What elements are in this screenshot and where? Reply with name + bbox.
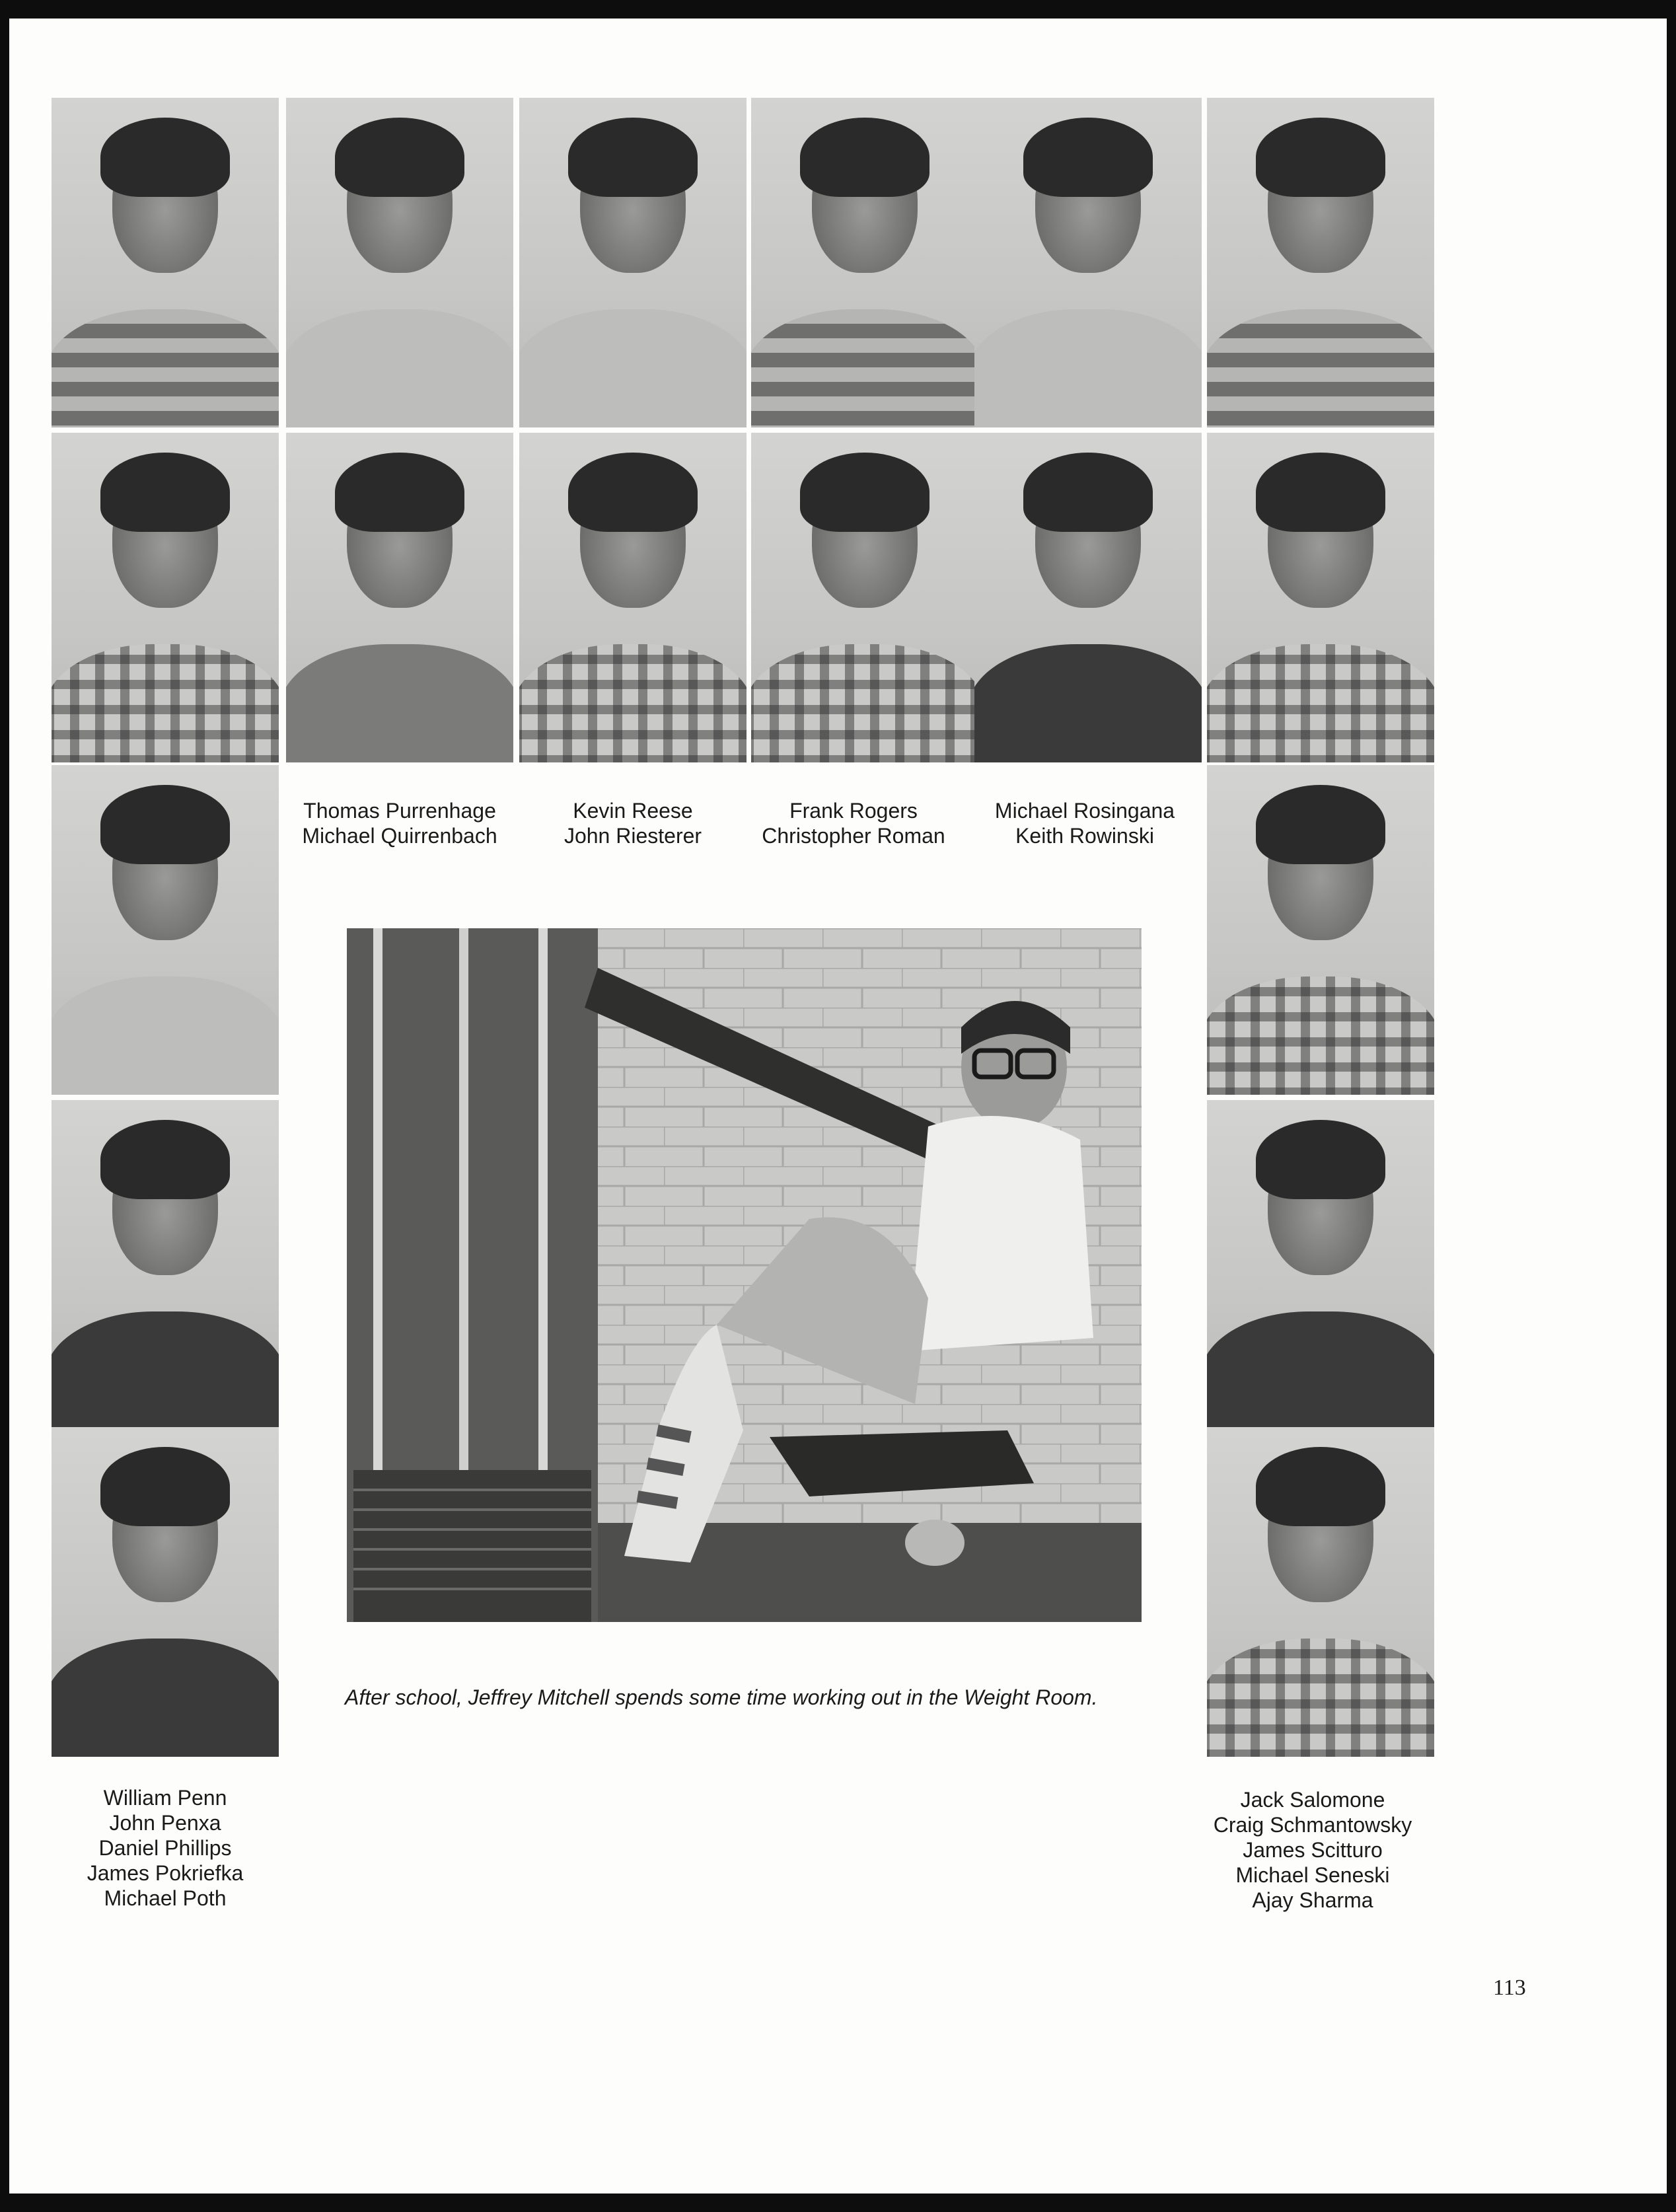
- student-name: Daniel Phillips: [98, 1836, 232, 1860]
- student-name: Kevin Reese: [573, 799, 693, 823]
- portrait-name-group: [971, 798, 1198, 848]
- page-number: 113: [1493, 1975, 1526, 2000]
- student-name: Michael Rosingana: [994, 799, 1175, 823]
- student-portrait: [286, 98, 513, 427]
- scan-border-left: [0, 0, 9, 2212]
- student-portrait: [1207, 765, 1434, 1095]
- student-name: Ajay Sharma: [1252, 1888, 1373, 1912]
- student-name: Craig Schmantowsky: [1213, 1813, 1412, 1837]
- student-name: Thomas Purrenhage: [303, 799, 496, 823]
- student-portrait: [52, 98, 279, 427]
- student-portrait: [1207, 433, 1434, 762]
- student-name: James Scitturo: [1243, 1838, 1383, 1862]
- scan-border-bottom: [0, 2194, 1676, 2212]
- student-portrait: [52, 1100, 279, 1430]
- student-name: Frank Rogers: [789, 799, 918, 823]
- student-name: Christopher Roman: [762, 824, 945, 848]
- student-portrait: [52, 1427, 279, 1757]
- scan-border-top: [0, 0, 1676, 18]
- weight-room-photo-illustration: [347, 928, 1142, 1622]
- student-portrait: [974, 98, 1202, 427]
- student-name: Michael Quirrenbach: [302, 824, 497, 848]
- student-portrait: [751, 433, 978, 762]
- right-column-names: [1186, 1787, 1439, 1913]
- candid-photo-weight-room: [347, 928, 1142, 1622]
- student-name: William Penn: [103, 1786, 227, 1810]
- student-name: John Penxa: [109, 1811, 221, 1835]
- student-portrait: [519, 98, 747, 427]
- student-portrait: [1207, 1427, 1434, 1757]
- student-name: Keith Rowinski: [1015, 824, 1154, 848]
- student-portrait: [519, 433, 747, 762]
- student-portrait: [974, 433, 1202, 762]
- student-portrait: [1207, 98, 1434, 427]
- scan-border-right: [1667, 0, 1676, 2212]
- student-portrait: [286, 433, 513, 762]
- student-name: John Riesterer: [564, 824, 702, 848]
- portrait-name-group: [740, 798, 967, 848]
- student-portrait: [52, 433, 279, 762]
- student-portrait: [751, 98, 978, 427]
- left-column-names: [52, 1785, 279, 1911]
- student-name: James Pokriefka: [87, 1861, 244, 1885]
- student-portrait: [1207, 1100, 1434, 1430]
- student-name: Michael Poth: [104, 1886, 227, 1910]
- portrait-name-group: [286, 798, 513, 848]
- portrait-name-group: [519, 798, 747, 848]
- photo-caption: After school, Jeffrey Mitchell spends some time working out in the Weight Room.: [345, 1685, 1098, 1709]
- student-name: Michael Seneski: [1235, 1863, 1390, 1887]
- student-name: Jack Salomone: [1240, 1788, 1385, 1812]
- student-portrait: [52, 765, 279, 1095]
